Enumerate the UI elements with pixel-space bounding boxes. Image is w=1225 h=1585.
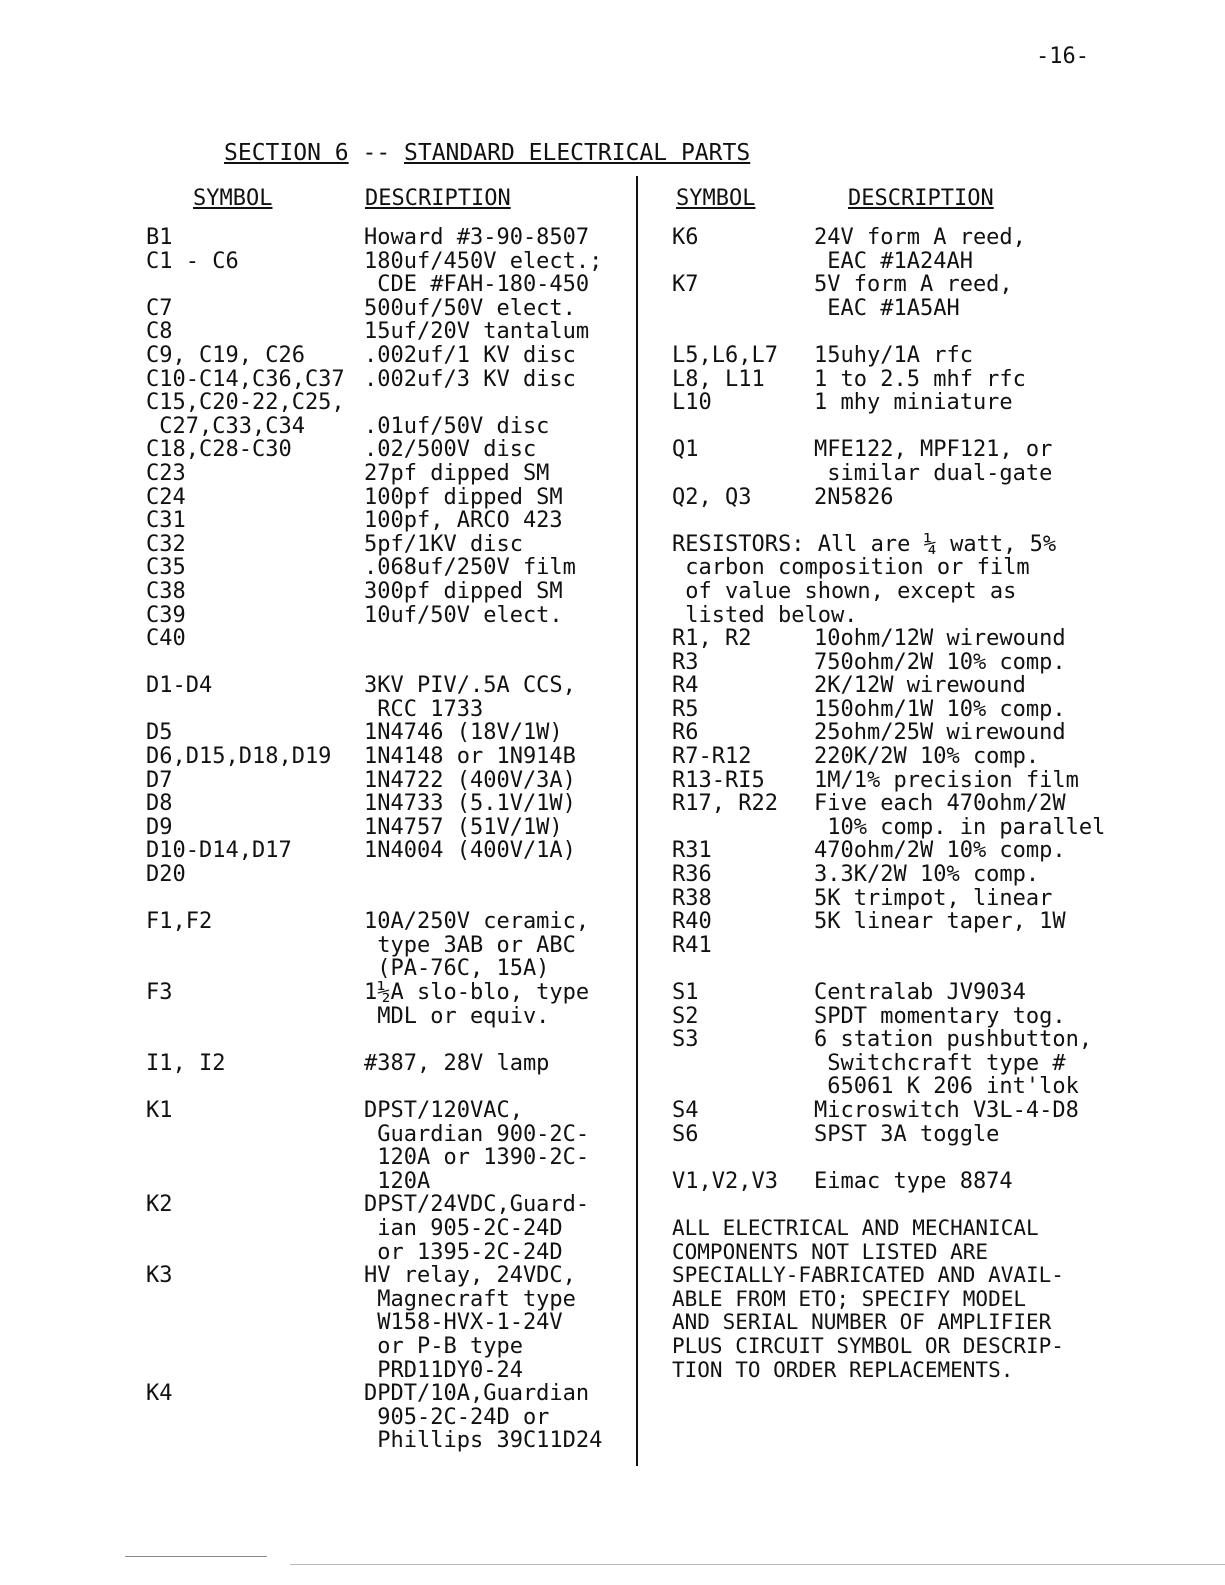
part-description [364, 297, 626, 321]
part-symbol: S2 [672, 1003, 699, 1029]
part-row [672, 863, 1217, 887]
part-row [146, 627, 626, 651]
description-line: 6 station pushbutton, [814, 1027, 1093, 1053]
description-line: or 1395-2C-24D [364, 1239, 563, 1265]
part-symbol: C10-C14,C36,C37 [146, 366, 345, 392]
description-line: 65061 K 206 int'lok [814, 1074, 1079, 1100]
description-line: EAC #1A24AH [814, 248, 973, 274]
part-description [814, 1099, 1217, 1123]
section-heading: STANDARD ELECTRICAL PARTS [404, 140, 751, 166]
part-description [364, 674, 626, 721]
description-line: 1N4004 (400V/1A) [364, 838, 576, 864]
part-description [814, 1005, 1217, 1029]
part-row [672, 721, 1217, 745]
part-row [146, 250, 626, 297]
part-symbol: C8 [146, 319, 173, 345]
part-symbol: K4 [146, 1381, 173, 1407]
description-line: 25ohm/25W wirewound [814, 720, 1066, 746]
part-row [672, 839, 1217, 863]
description-line: RCC 1733 [364, 696, 484, 722]
part-description [364, 745, 626, 769]
note-line: SPECIALLY-FABRICATED AND AVAIL- [672, 1263, 1064, 1288]
description-line: 5K linear taper, 1W [814, 909, 1066, 935]
part-symbol: D8 [146, 791, 173, 817]
description-line: Switchcraft type # [814, 1050, 1066, 1076]
part-symbol: S3 [672, 1027, 699, 1053]
note-line: RESISTORS: All are ¼ watt, 5% [672, 531, 1057, 557]
part-row [146, 792, 626, 816]
part-symbol: K6 [672, 225, 699, 250]
description-line: PRD11DY0-24 [364, 1357, 523, 1383]
note-line: ABLE FROM ETO; SPECIFY MODEL [672, 1286, 1027, 1311]
description-line: 3.3K/2W 10% comp. [814, 862, 1040, 888]
description-line: W158-HVX-1-24V [364, 1310, 563, 1336]
description-line: 120A or 1390-2C- [364, 1145, 590, 1171]
description-line: 1½A slo-blo, type [364, 980, 590, 1005]
part-description [364, 1193, 626, 1264]
description-line [364, 863, 626, 887]
part-description [814, 368, 1217, 392]
part-symbol: C39 [146, 602, 186, 628]
description-line: Five each 470ohm/2W [814, 791, 1066, 817]
part-description [364, 226, 626, 250]
part-description [364, 391, 626, 415]
description-line: 10% comp. in parallel [814, 814, 1106, 840]
part-description [814, 226, 1217, 273]
part-description [364, 320, 626, 344]
right-description-header: DESCRIPTION [848, 186, 994, 211]
part-row [146, 1193, 626, 1264]
part-symbol: D7 [146, 767, 173, 793]
part-description [814, 627, 1217, 651]
part-description [364, 769, 626, 793]
description-line: 2K/12W wirewound [814, 673, 1026, 699]
part-description [364, 438, 626, 462]
section-title [224, 140, 750, 166]
part-row [672, 627, 1217, 651]
part-row [146, 297, 626, 321]
description-line: 5V form A reed, [814, 272, 1013, 298]
part-description [364, 462, 626, 486]
description-line: 1N4733 (5.1V/1W) [364, 791, 576, 817]
part-symbol: D20 [146, 862, 186, 888]
part-row [146, 604, 626, 628]
part-symbol: Q2, Q3 [672, 484, 752, 510]
part-description [364, 839, 626, 863]
row-spacer [672, 509, 1217, 533]
part-description [364, 344, 626, 368]
part-description [364, 556, 626, 580]
part-row [146, 344, 626, 368]
part-symbol: R38 [672, 885, 712, 911]
part-symbol: C7 [146, 295, 173, 321]
description-line: 180uf/450V elect.; [364, 248, 603, 274]
description-line: 2N5826 [814, 484, 894, 510]
part-description [814, 674, 1217, 698]
part-row [672, 391, 1217, 415]
part-symbol: C18,C28-C30 [146, 437, 292, 463]
part-row [146, 1099, 626, 1193]
part-symbol: D6,D15,D18,D19 [146, 744, 332, 770]
description-line: 5pf/1KV disc [364, 531, 523, 557]
description-line: Centralab JV9034 [814, 980, 1026, 1005]
part-row [672, 745, 1217, 769]
part-row [146, 721, 626, 745]
note-line: AND SERIAL NUMBER OF AMPLIFIER [672, 1310, 1052, 1335]
description-line: 500uf/50V elect. [364, 295, 576, 321]
description-line: or P-B type [364, 1333, 523, 1359]
part-description [364, 816, 626, 840]
description-line: #387, 28V lamp [364, 1050, 550, 1076]
description-line: 1N4746 (18V/1W) [364, 720, 563, 746]
part-symbol: L10 [672, 390, 712, 416]
part-description [364, 368, 626, 392]
part-description [814, 486, 1217, 510]
part-symbol: L5,L6,L7 [672, 342, 778, 368]
part-row [146, 415, 626, 439]
part-row [146, 769, 626, 793]
row-spacer [672, 1193, 1217, 1217]
description-line: 220K/2W 10% comp. [814, 744, 1040, 770]
right-symbol-header: SYMBOL [676, 186, 756, 211]
part-symbol: C9, C19, C26 [146, 342, 305, 368]
description-line: Phillips 39C11D24 [364, 1428, 603, 1454]
part-symbol: S1 [672, 980, 699, 1005]
part-symbol: R17, R22 [672, 791, 778, 817]
description-line: SPST 3A toggle [814, 1121, 1000, 1147]
note-line: of value shown, except as [672, 578, 1017, 604]
part-row [672, 792, 1217, 839]
part-symbol: C23 [146, 460, 186, 486]
description-line: 1 mhy miniature [814, 390, 1013, 416]
part-description [814, 1028, 1217, 1099]
part-description [814, 910, 1217, 934]
part-description [814, 344, 1217, 368]
part-description [814, 863, 1217, 887]
description-line: 3KV PIV/.5A CCS, [364, 673, 576, 699]
description-line: 1N4757 (51V/1W) [364, 814, 563, 840]
part-symbol: R36 [672, 862, 712, 888]
part-row [146, 486, 626, 510]
description-line: 100pf dipped SM [364, 484, 563, 510]
part-symbol: C38 [146, 578, 186, 604]
part-description [814, 981, 1217, 1005]
part-description [364, 910, 626, 981]
part-symbol: C15,C20-22,C25, [146, 390, 345, 416]
row-spacer [672, 957, 1217, 981]
right-parts-list [672, 226, 1217, 1382]
description-line: 120A [364, 1168, 431, 1194]
part-description [814, 934, 1217, 958]
description-line: 905-2C-24D or [364, 1404, 550, 1430]
part-description [814, 745, 1217, 769]
part-description [364, 981, 626, 1028]
resistors-note [672, 533, 1217, 627]
part-row [672, 438, 1217, 485]
part-row [146, 462, 626, 486]
footer-rule [125, 1556, 267, 1557]
description-line: .068uf/250V film [364, 555, 576, 581]
part-symbol: S6 [672, 1121, 699, 1147]
description-line: SPDT momentary tog. [814, 1003, 1066, 1029]
part-row [146, 745, 626, 769]
part-row [146, 863, 626, 887]
note-line: ALL ELECTRICAL AND MECHANICAL [672, 1215, 1039, 1240]
description-line: Magnecraft type [364, 1286, 576, 1312]
description-line: MDL or equiv. [364, 1003, 550, 1029]
note-line: TION TO ORDER REPLACEMENTS. [672, 1357, 1014, 1382]
description-line [364, 391, 626, 415]
part-description [364, 1099, 626, 1193]
part-symbol: C24 [146, 484, 186, 510]
part-row [146, 226, 626, 250]
part-symbol: K3 [146, 1263, 173, 1289]
part-row [146, 910, 626, 981]
description-line: HV relay, 24VDC, [364, 1263, 576, 1289]
part-row [146, 320, 626, 344]
part-row [146, 509, 626, 533]
part-symbol: D1-D4 [146, 673, 213, 699]
section-separator: -- [348, 140, 405, 166]
description-line: (PA-76C, 15A) [364, 956, 550, 982]
part-row [146, 816, 626, 840]
part-description [364, 1382, 626, 1453]
part-description [814, 651, 1217, 675]
part-description [814, 792, 1217, 839]
part-row [672, 344, 1217, 368]
description-line: EAC #1A5AH [814, 295, 960, 321]
part-row [672, 1170, 1217, 1194]
description-line: .02/500V disc [364, 437, 537, 463]
part-symbol: Q1 [672, 437, 699, 463]
description-line: 24V form A reed, [814, 225, 1026, 250]
part-symbol: C31 [146, 508, 186, 534]
description-line: ian 905-2C-24D [364, 1215, 563, 1241]
part-symbol: R4 [672, 673, 699, 699]
note-line: PLUS CIRCUIT SYMBOL OR DESCRIP- [672, 1333, 1064, 1358]
description-line: CDE #FAH-180-450 [364, 272, 590, 298]
left-parts-list [146, 226, 626, 1453]
description-line: 15uf/20V tantalum [364, 319, 590, 345]
part-symbol: F1,F2 [146, 909, 213, 935]
note-line: listed below. [672, 602, 858, 628]
description-line [364, 627, 626, 651]
part-symbol: R7-R12 [672, 744, 752, 770]
part-symbol: D9 [146, 814, 173, 840]
part-description [364, 863, 626, 887]
description-line: 5K trimpot, linear [814, 885, 1053, 911]
part-symbol: K1 [146, 1097, 173, 1123]
description-line: MFE122, MPF121, or [814, 437, 1053, 463]
part-row [672, 486, 1217, 510]
description-line: DPDT/10A,Guardian [364, 1381, 590, 1407]
part-row [146, 556, 626, 580]
description-line: 1N4722 (400V/3A) [364, 767, 576, 793]
part-description [364, 533, 626, 557]
row-spacer [146, 1028, 626, 1052]
part-symbol: R31 [672, 838, 712, 864]
part-row [146, 839, 626, 863]
part-symbol: F3 [146, 980, 173, 1005]
part-description [814, 1123, 1217, 1147]
part-description [364, 509, 626, 533]
part-description [814, 839, 1217, 863]
part-description [814, 273, 1217, 320]
description-line: DPST/24VDC,Guard- [364, 1192, 590, 1218]
part-symbol: R1, R2 [672, 626, 752, 652]
note-line: COMPONENTS NOT LISTED ARE [672, 1239, 989, 1264]
part-description [364, 1052, 626, 1076]
part-row [672, 769, 1217, 793]
part-description [364, 486, 626, 510]
part-symbol: C35 [146, 555, 186, 581]
description-line: .002uf/1 KV disc [364, 342, 576, 368]
description-line: 1 to 2.5 mhf rfc [814, 366, 1026, 392]
part-row [146, 674, 626, 721]
part-symbol: R41 [672, 932, 712, 958]
part-symbol: L8, L11 [672, 366, 765, 392]
part-symbol: K2 [146, 1192, 173, 1218]
part-description [364, 604, 626, 628]
part-row [672, 273, 1217, 320]
description-line: 100pf, ARCO 423 [364, 508, 563, 534]
left-symbol-header: SYMBOL [193, 186, 273, 211]
description-line: Howard #3-90-8507 [364, 225, 590, 250]
part-row [146, 1382, 626, 1453]
part-symbol: R3 [672, 649, 699, 675]
description-line: 750ohm/2W 10% comp. [814, 649, 1066, 675]
part-symbol: K7 [672, 272, 699, 298]
column-divider [636, 176, 638, 1466]
part-description [814, 721, 1217, 745]
part-row [146, 533, 626, 557]
description-line: 10ohm/12W wirewound [814, 626, 1066, 652]
description-line: DPST/120VAC, [364, 1097, 523, 1123]
part-symbol: C1 - C6 [146, 248, 239, 274]
part-row [146, 580, 626, 604]
part-symbol: D10-D14,D17 [146, 838, 292, 864]
description-line: .01uf/50V disc [364, 413, 550, 439]
part-symbol: R5 [672, 696, 699, 722]
description-line: 10uf/50V elect. [364, 602, 563, 628]
part-row [672, 1099, 1217, 1123]
part-description [364, 721, 626, 745]
part-row [672, 981, 1217, 1005]
part-row [146, 391, 626, 415]
part-symbol: C32 [146, 531, 186, 557]
part-symbol: R40 [672, 909, 712, 935]
part-row [672, 1028, 1217, 1099]
description-line: 150ohm/1W 10% comp. [814, 696, 1066, 722]
description-line: Microswitch V3L-4-D8 [814, 1097, 1079, 1123]
row-spacer [672, 415, 1217, 439]
part-row [672, 887, 1217, 911]
part-symbol: S4 [672, 1097, 699, 1123]
part-description [814, 391, 1217, 415]
row-spacer [672, 1146, 1217, 1170]
part-description [364, 580, 626, 604]
part-symbol: C27,C33,C34 [146, 413, 305, 439]
description-line [814, 934, 1217, 958]
description-line: type 3AB or ABC [364, 932, 576, 958]
page-number: -16- [1036, 44, 1089, 69]
part-description [364, 792, 626, 816]
description-line: 1N4148 or 1N914B [364, 744, 576, 770]
part-symbol: R13-RI5 [672, 767, 765, 793]
part-row [672, 1123, 1217, 1147]
part-row [146, 368, 626, 392]
ordering-note [672, 1217, 1217, 1382]
part-description [364, 1264, 626, 1382]
row-spacer [146, 887, 626, 911]
description-line: Guardian 900-2C- [364, 1121, 590, 1147]
part-row [146, 1264, 626, 1382]
part-row [672, 1005, 1217, 1029]
part-row [146, 981, 626, 1028]
part-row [672, 934, 1217, 958]
note-line: carbon composition or film [672, 555, 1030, 581]
description-line: 300pf dipped SM [364, 578, 563, 604]
part-row [672, 226, 1217, 273]
part-symbol: D5 [146, 720, 173, 746]
description-line: 15uhy/1A rfc [814, 342, 973, 368]
part-symbol: R6 [672, 720, 699, 746]
row-spacer [672, 320, 1217, 344]
bottom-edge-line [290, 1564, 1225, 1565]
part-description [814, 769, 1217, 793]
part-description [814, 887, 1217, 911]
part-description [814, 698, 1217, 722]
description-line: Eimac type 8874 [814, 1168, 1013, 1194]
description-line: 470ohm/2W 10% comp. [814, 838, 1066, 864]
part-description [814, 438, 1217, 485]
part-symbol: B1 [146, 225, 173, 250]
description-line: 1M/1% precision film [814, 767, 1079, 793]
part-description [814, 1170, 1217, 1194]
part-symbol: I1, I2 [146, 1050, 226, 1076]
part-row [672, 368, 1217, 392]
description-line: .002uf/3 KV disc [364, 366, 576, 392]
part-row [672, 910, 1217, 934]
description-line: 10A/250V ceramic, [364, 909, 590, 935]
description-line: similar dual-gate [814, 460, 1053, 486]
part-description [364, 250, 626, 297]
part-description [364, 415, 626, 439]
description-line: 27pf dipped SM [364, 460, 550, 486]
part-symbol: V1,V2,V3 [672, 1168, 778, 1194]
row-spacer [146, 651, 626, 675]
section-label: SECTION 6 [224, 140, 349, 166]
row-spacer [146, 1075, 626, 1099]
part-description [364, 627, 626, 651]
part-row [146, 1052, 626, 1076]
part-row [672, 674, 1217, 698]
left-description-header: DESCRIPTION [365, 186, 511, 211]
part-row [672, 651, 1217, 675]
part-row [672, 698, 1217, 722]
part-symbol: C40 [146, 626, 186, 652]
part-row [146, 438, 626, 462]
